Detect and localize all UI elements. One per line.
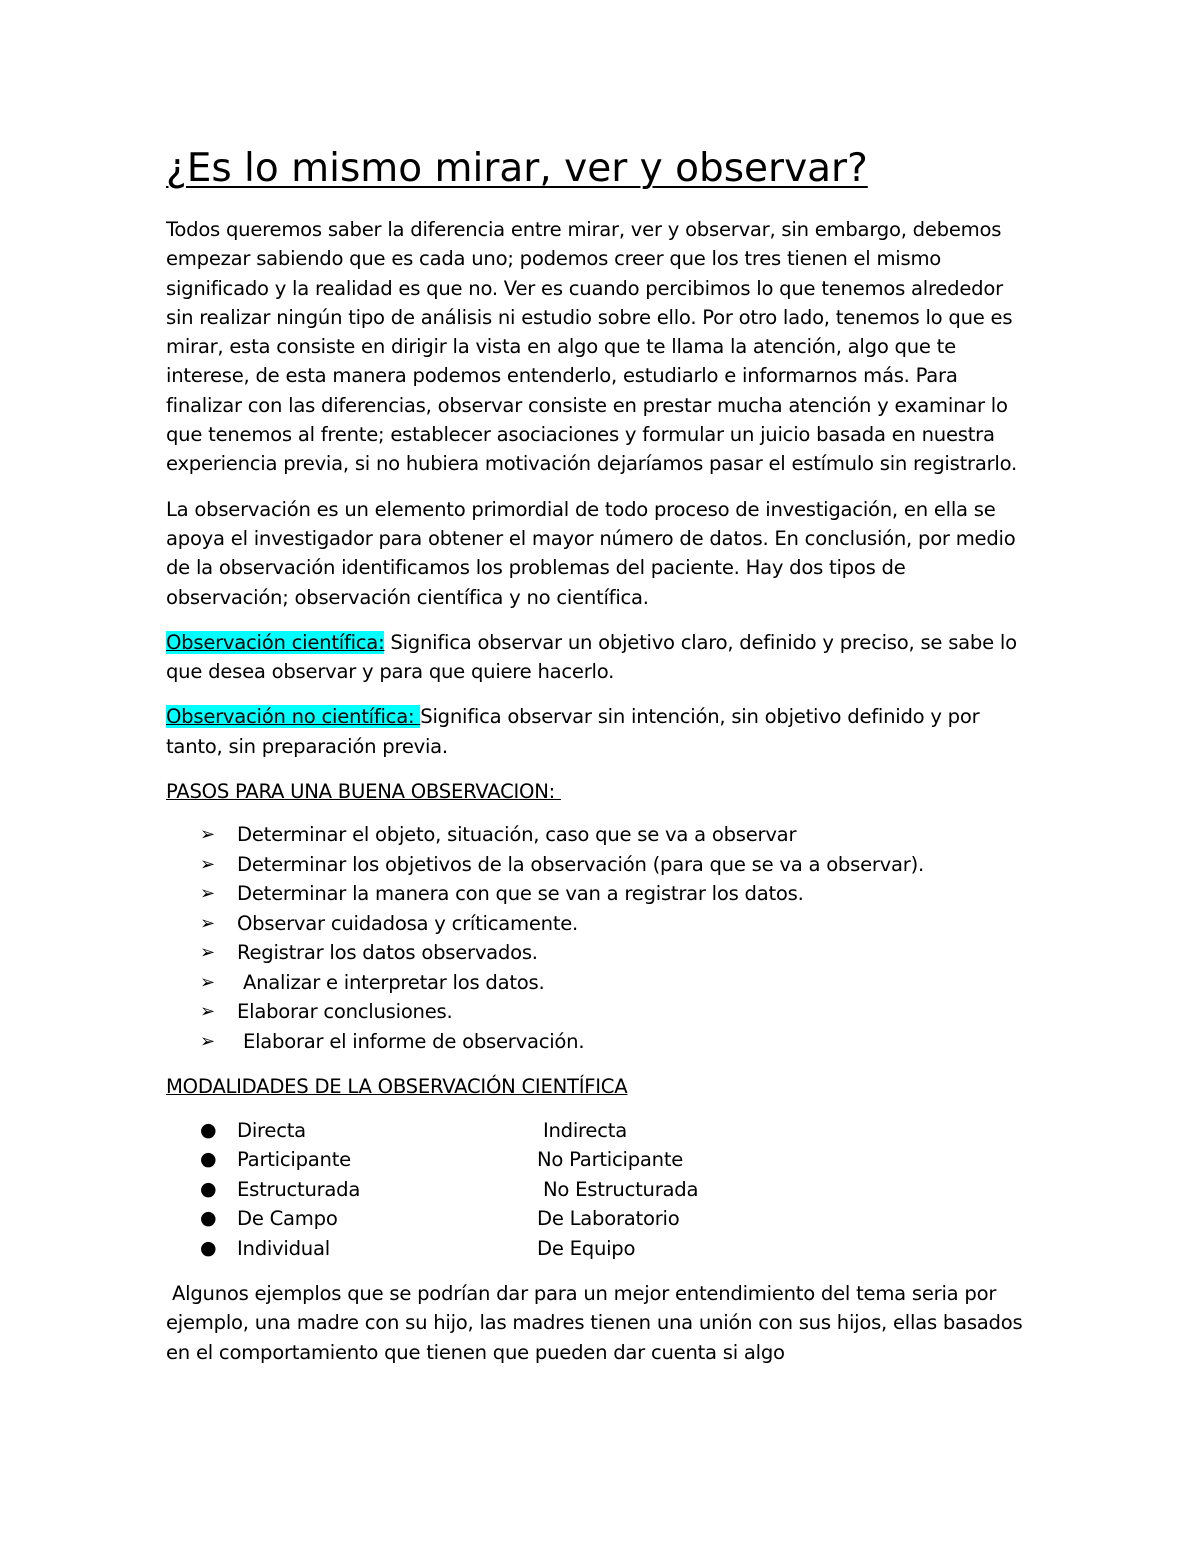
- modality-right: No Estructurada: [537, 1177, 699, 1201]
- list-item: [166, 997, 1034, 1027]
- arrow-bullet-icon: ➢: [200, 1030, 215, 1052]
- list-item: [166, 850, 1034, 880]
- arrow-bullet-icon: ➢: [200, 824, 215, 846]
- modality-left: De Campo: [237, 1207, 338, 1231]
- term-scientific-colon: :: [378, 630, 385, 654]
- step-text: Registrar los datos observados.: [237, 941, 538, 965]
- arrow-bullet-icon: ➢: [200, 1001, 215, 1023]
- list-item: [166, 820, 1034, 850]
- list-item: [166, 1234, 1034, 1264]
- step-text: Determinar los objetivos de la observación (para que se va a observar).: [237, 852, 924, 876]
- arrow-bullet-icon: ➢: [200, 912, 215, 934]
- arrow-bullet-icon: ➢: [200, 942, 215, 964]
- list-item: [166, 1145, 1034, 1175]
- paragraph-differences: Todos queremos saber la diferencia entre mirar, ver y observar, sin embargo, debemos empezar sabiendo que es cada uno; podemos creer que los tres tienen el mismo significado y la realidad es que no. Ver es cuando percibimos lo que tenemos alrededor sin realizar ningún tipo de análisis ni estudio sobre ello. Por otro lado, tenemos lo que es mirar, esta consiste en dirigir la vista en algo que te llama la atención, algo que te interese, de esta manera podemos entenderlo, estudiarlo e informarnos más. Para finalizar con las diferencias, observar consiste en prestar mucha atención y examinar lo que tenemos al frente; establecer asociaciones y formular un juicio basada en nuestra experiencia previa, si no hubiera motivación dejaríamos pasar el estímulo sin registrarlo.: [166, 218, 1017, 476]
- steps-heading: PASOS PARA UNA BUENA OBSERVACION:: [166, 780, 561, 804]
- definition-scientific: [166, 628, 1034, 687]
- arrow-bullet-icon: ➢: [200, 883, 215, 905]
- list-item: [166, 909, 1034, 939]
- list-item: [166, 938, 1034, 968]
- definition-non-scientific: [166, 702, 1034, 761]
- list-item: [166, 1116, 1034, 1146]
- list-item: [166, 1027, 1034, 1057]
- term-scientific: Observación científica: [166, 630, 379, 654]
- bullet-icon: ●: [200, 1207, 217, 1230]
- list-item: [166, 1175, 1034, 1205]
- modalities-list: [166, 1116, 1034, 1264]
- arrow-bullet-icon: ➢: [200, 971, 215, 993]
- definition-non-scientific-text: Significa observar sin intención, sin objetivo definido y por tanto, sin preparación previa.: [166, 705, 980, 758]
- arrow-bullet-icon: ➢: [200, 853, 215, 875]
- modalities-heading: MODALIDADES DE LA OBSERVACIÓN CIENTÍFICA: [166, 1075, 628, 1099]
- list-item: [166, 968, 1034, 998]
- modality-right: Indirecta: [537, 1118, 627, 1142]
- modality-left: Individual: [237, 1236, 330, 1260]
- term-non-scientific: Observación no científica:: [166, 705, 421, 729]
- step-text: Analizar e interpretar los datos.: [237, 970, 545, 994]
- paragraph-observation: La observación es un elemento primordial de todo proceso de investigación, en ella se apoya el investigador para obtener el mayor número de datos. En conclusión, por medio de la observación identificamos los problemas del paciente. Hay dos tipos de observación; observación científica y no científica.: [166, 497, 1016, 609]
- modality-right: No Participante: [537, 1148, 684, 1172]
- step-text: Elaborar conclusiones.: [237, 1000, 453, 1024]
- document-body: [166, 143, 1034, 1383]
- modalities-heading-line: [166, 1072, 1034, 1101]
- modality-left: Participante: [237, 1148, 351, 1172]
- modality-left: Directa: [237, 1118, 306, 1142]
- step-text: Determinar la manera con que se van a registrar los datos.: [237, 882, 804, 906]
- steps-list: [166, 820, 1034, 1056]
- step-text: Elaborar el informe de observación.: [237, 1029, 585, 1053]
- definition-scientific-text: Significa observar un objetivo claro, definido y preciso, se sabe lo que desea observar y para que quiere hacerlo.: [166, 630, 1017, 684]
- modality-left: Estructurada: [237, 1177, 361, 1201]
- bullet-icon: ●: [200, 1148, 217, 1171]
- list-item: [166, 879, 1034, 909]
- list-item: [166, 1204, 1034, 1234]
- page-title: ¿Es lo mismo mirar, ver y observar?: [166, 146, 868, 191]
- bullet-icon: ●: [200, 1177, 217, 1200]
- bullet-icon: ●: [200, 1118, 217, 1141]
- step-text: Observar cuidadosa y críticamente.: [237, 911, 579, 935]
- steps-heading-line: [166, 777, 1034, 806]
- modality-right: De Laboratorio: [537, 1207, 680, 1231]
- bullet-icon: ●: [200, 1236, 217, 1259]
- paragraph-examples: Algunos ejemplos que se podrían dar para un mejor entendimiento del tema seria por ejemplo, una madre con su hijo, las madres tienen una unión con sus hijos, ellas basados en el comportamiento que tienen que pueden dar cuenta si algo: [166, 1282, 1029, 1364]
- modality-right: De Equipo: [537, 1236, 636, 1260]
- step-text: Determinar el objeto, situación, caso que se va a observar: [237, 823, 797, 847]
